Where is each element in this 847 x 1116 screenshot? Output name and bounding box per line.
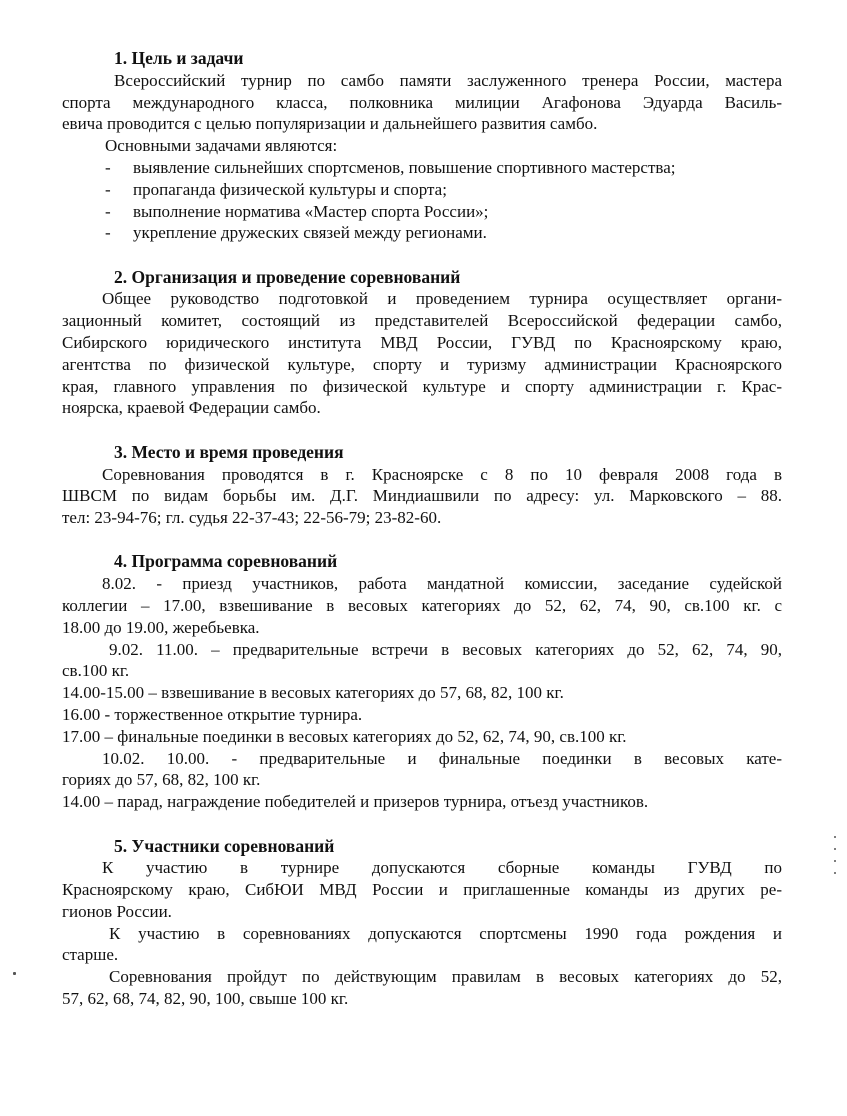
paragraph-line: 14.00 – парад, награждение победителей и призеров турнира, отъезд участников. xyxy=(62,792,649,812)
section-2-heading: 2. Организация и проведение соревнований xyxy=(114,266,461,287)
paragraph-line: Основными задачами являются: xyxy=(105,136,338,156)
paragraph-line: Сибирского юридического института МВД России, ГУВД по Красноярскому краю, xyxy=(62,333,782,353)
document-page xyxy=(62,48,782,1010)
paragraph-line: Общее руководство подготовкой и проведением турнира осуществляет органи- xyxy=(102,289,782,309)
paragraph-line: 18.00 до 19.00, жеребьевка. xyxy=(62,617,260,637)
paragraph-line: гориях до 57, 68, 82, 100 кг. xyxy=(62,770,261,790)
paragraph-line: 14.00-15.00 – взвешивание в весовых категориях до 57, 68, 82, 100 кг. xyxy=(62,683,564,703)
paragraph-line: агентства по физической культуре, спорту и туризму администрации Красноярского xyxy=(62,354,782,374)
section-1-heading: 1. Цель и задачи xyxy=(114,48,244,68)
paragraph-line: 10.02. 10.00. - предварительные и финальные поединки в весовых кате- xyxy=(102,748,782,768)
list-item: - укрепление дружеских связей между регионами. xyxy=(105,223,487,243)
paragraph-line: 57, 62, 68, 74, 82, 90, 100, свыше 100 кг. xyxy=(62,989,349,1009)
section-4-heading: 4. Программа соревнований xyxy=(114,551,338,572)
paragraph-line: гионов России. xyxy=(62,901,172,921)
paragraph-line: 16.00 - торжественное открытие турнира. xyxy=(62,705,363,725)
list-item: - пропаганда физической культуры и спорта; xyxy=(105,179,447,199)
paragraph-line: 9.02. 11.00. – предварительные встречи в весовых категориях до 52, 62, 74, 90, xyxy=(109,639,782,659)
paragraph-line: спорта международного класса, полковника милиции Агафонова Эдуарда Василь- xyxy=(62,92,782,112)
paragraph-line: евича проводится с целью популяризации и дальнейшего развития самбо. xyxy=(62,114,598,134)
paragraph-line: 17.00 – финальные поединки в весовых категориях до 52, 62, 74, 90, св.100 кг. xyxy=(62,726,627,746)
paragraph-line: Красноярскому краю, СибЮИ МВД России и приглашенные команды из других ре- xyxy=(62,880,782,900)
paragraph-line: св.100 кг. xyxy=(62,661,130,681)
paragraph-line: К участию в турнире допускаются сборные команды ГУВД по xyxy=(102,858,782,878)
paragraph-line: ноярска, краевой Федерации самбо. xyxy=(62,398,321,418)
paragraph-line: старше. xyxy=(62,945,119,965)
scan-mark xyxy=(834,848,836,850)
scan-mark xyxy=(834,872,836,874)
paragraph-line: Соревнования пройдут по действующим правилам в весовых категориях до 52, xyxy=(109,967,782,987)
section-5-heading: 5. Участники соревнований xyxy=(114,835,335,856)
list-item: - выполнение норматива «Мастер спорта России»; xyxy=(105,201,489,221)
paragraph-line: Всероссийский турнир по самбо памяти заслуженного тренера России, мастера xyxy=(114,70,782,90)
scan-mark xyxy=(834,836,836,838)
section-3-heading: 3. Место и время проведения xyxy=(114,441,344,462)
paragraph-line: края, главного управления по физической культуре и спорту администрации г. Крас- xyxy=(62,376,782,396)
scan-mark xyxy=(13,972,16,975)
paragraph-line: зационный комитет, состоящий из представителей Всероссийской федерации самбо, xyxy=(62,311,782,331)
list-item: - выявление сильнейших спортсменов, повышение спортивного мастерства; xyxy=(105,157,676,177)
paragraph-line: Соревнования проводятся в г. Красноярске с 8 по 10 февраля 2008 года в xyxy=(102,464,782,484)
scan-mark xyxy=(834,860,836,862)
paragraph-line: К участию в соревнованиях допускаются спортсмены 1990 года рождения и xyxy=(109,923,782,943)
paragraph-line: 8.02. - приезд участников, работа мандатной комиссии, заседание судейской xyxy=(102,574,782,594)
paragraph-line: коллегии – 17.00, взвешивание в весовых категориях до 52, 62, 74, 90, св.100 кг. с xyxy=(62,596,782,616)
paragraph-line: ШВСМ по видам борьбы им. Д.Г. Миндиашвили по адресу: ул. Марковского – 88. xyxy=(62,486,782,506)
paragraph-line: тел: 23-94-76; гл. судья 22-37-43; 22-56-79; 23-82-60. xyxy=(62,508,442,528)
